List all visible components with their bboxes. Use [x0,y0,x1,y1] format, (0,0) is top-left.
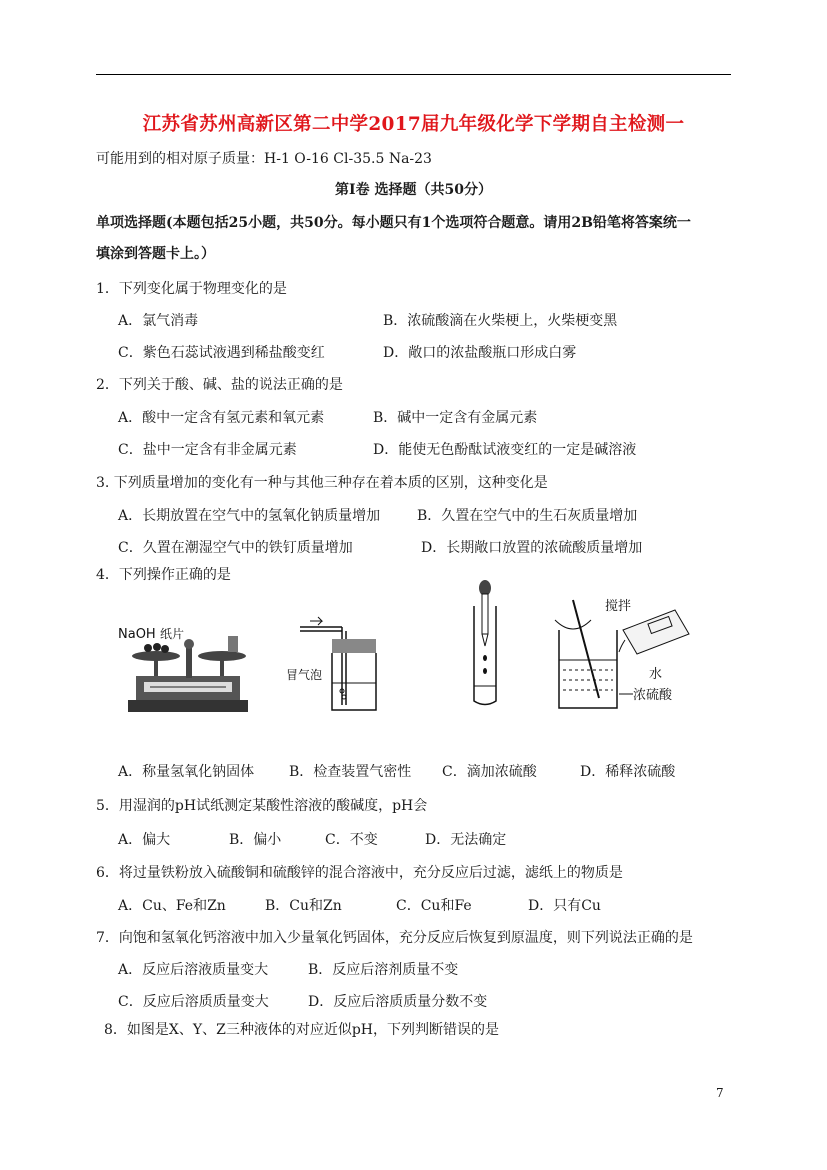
question-1-option-b: B．浓硫酸滴在火柴梗上，火柴梗变黑 [383,313,618,329]
naoh-label: NaOH [118,627,156,642]
header-rule [96,74,731,75]
question-2-option-d: D．能使无色酚酞试液变红的一定是碱溶液 [373,442,637,458]
question-4-option-c: C．滴加浓硫酸 [442,764,537,780]
airtightness-figure [282,605,397,715]
question-6-option-a: A．Cu、Fe和Zn [118,898,226,914]
question-5-option-a: A．偏大 [118,832,171,848]
question-2-option-a: A．酸中一定含有氢元素和氧元素 [118,410,325,426]
question-6-option-b: B．Cu和Zn [265,898,342,914]
question-4-stem: 4．下列操作正确的是 [96,567,231,583]
question-5-option-b: B．偏小 [229,832,282,848]
question-6-stem: 6．将过量铁粉放入硫酸铜和硫酸锌的混合溶液中，充分反应后过滤，滤纸上的物质是 [96,865,623,881]
question-3-stem: 3. 下列质量增加的变化有一种与其他三种存在着本质的区别，这种变化是 [96,475,548,491]
question-1-option-c: C．紫色石蕊试液遇到稀盐酸变红 [118,345,325,361]
balance-figure [110,620,260,715]
dilution-figure [545,590,695,715]
question-3-option-c: C．久置在潮湿空气中的铁钉质量增加 [118,540,353,556]
question-3-option-b: B．久置在空气中的生石灰质量增加 [417,508,638,524]
bubbles-label: 冒气泡 [286,668,323,682]
question-4-option-b: B．检查装置气密性 [289,764,412,780]
section-title: 第Ⅰ卷 选择题（共50分） [335,182,492,198]
question-1-option-a: A．氯气消毒 [118,313,199,329]
paper-label: 纸片 [160,627,185,641]
question-2-option-c: C．盐中一定含有非金属元素 [118,442,297,458]
dropper-figure [460,576,510,711]
question-7-option-a: A．反应后溶液质量变大 [118,962,269,978]
question-8-stem: 8．如图是X、Y、Z三种液体的对应近似pH，下列判断错误的是 [104,1022,500,1038]
page-title: 江苏省苏州高新区第二中学2017届九年级化学下学期自主检测一 [142,114,685,135]
question-1-option-d: D．敞口的浓盐酸瓶口形成白雾 [383,345,577,361]
question-7-option-b: B．反应后溶剂质量不变 [308,962,459,978]
question-6-option-d: D．只有Cu [528,898,601,914]
question-7-option-d: D．反应后溶质质量分数不变 [308,994,488,1010]
question-7-option-c: C．反应后溶质质量变大 [118,994,269,1010]
question-7-stem: 7．向饱和氢氧化钙溶液中加入少量氧化钙固体，充分反应后恢复到原温度，则下列说法正确的是 [96,930,693,946]
question-4-option-d: D．稀释浓硫酸 [580,764,676,780]
question-6-option-c: C．Cu和Fe [396,898,472,914]
question-5-stem: 5．用湿润的pH试纸测定某酸性溶液的酸碱度，pH会 [96,798,428,814]
stir-label: 搅拌 [605,599,632,614]
water-label: 水 [649,667,663,682]
instruction-line-2: 填涂到答题卡上。） [96,246,215,262]
question-3-option-d: D．长期敞口放置的浓硫酸质量增加 [421,540,643,556]
question-3-option-a: A．长期放置在空气中的氢氧化钠质量增加 [118,508,381,524]
question-4-option-a: A．称量氢氧化钠固体 [118,764,255,780]
atomic-mass-note: 可能用到的相对原子质量：H-1 O-16 Cl-35.5 Na-23 [96,151,432,167]
question-2-option-b: B．碱中一定含有金属元素 [373,410,538,426]
question-1-stem: 1．下列变化属于物理变化的是 [96,281,287,297]
question-5-option-d: D．无法确定 [425,832,507,848]
question-5-option-c: C．不变 [325,832,378,848]
acid-label: 浓硫酸 [633,688,673,703]
question-2-stem: 2．下列关于酸、碱、盐的说法正确的是 [96,377,343,393]
instruction-line-1: 单项选择题(本题包括25小题，共50分。每小题只有1个选项符合题意。请用2B铅笔将答案统一 [96,215,691,231]
page-number: 7 [716,1086,724,1100]
